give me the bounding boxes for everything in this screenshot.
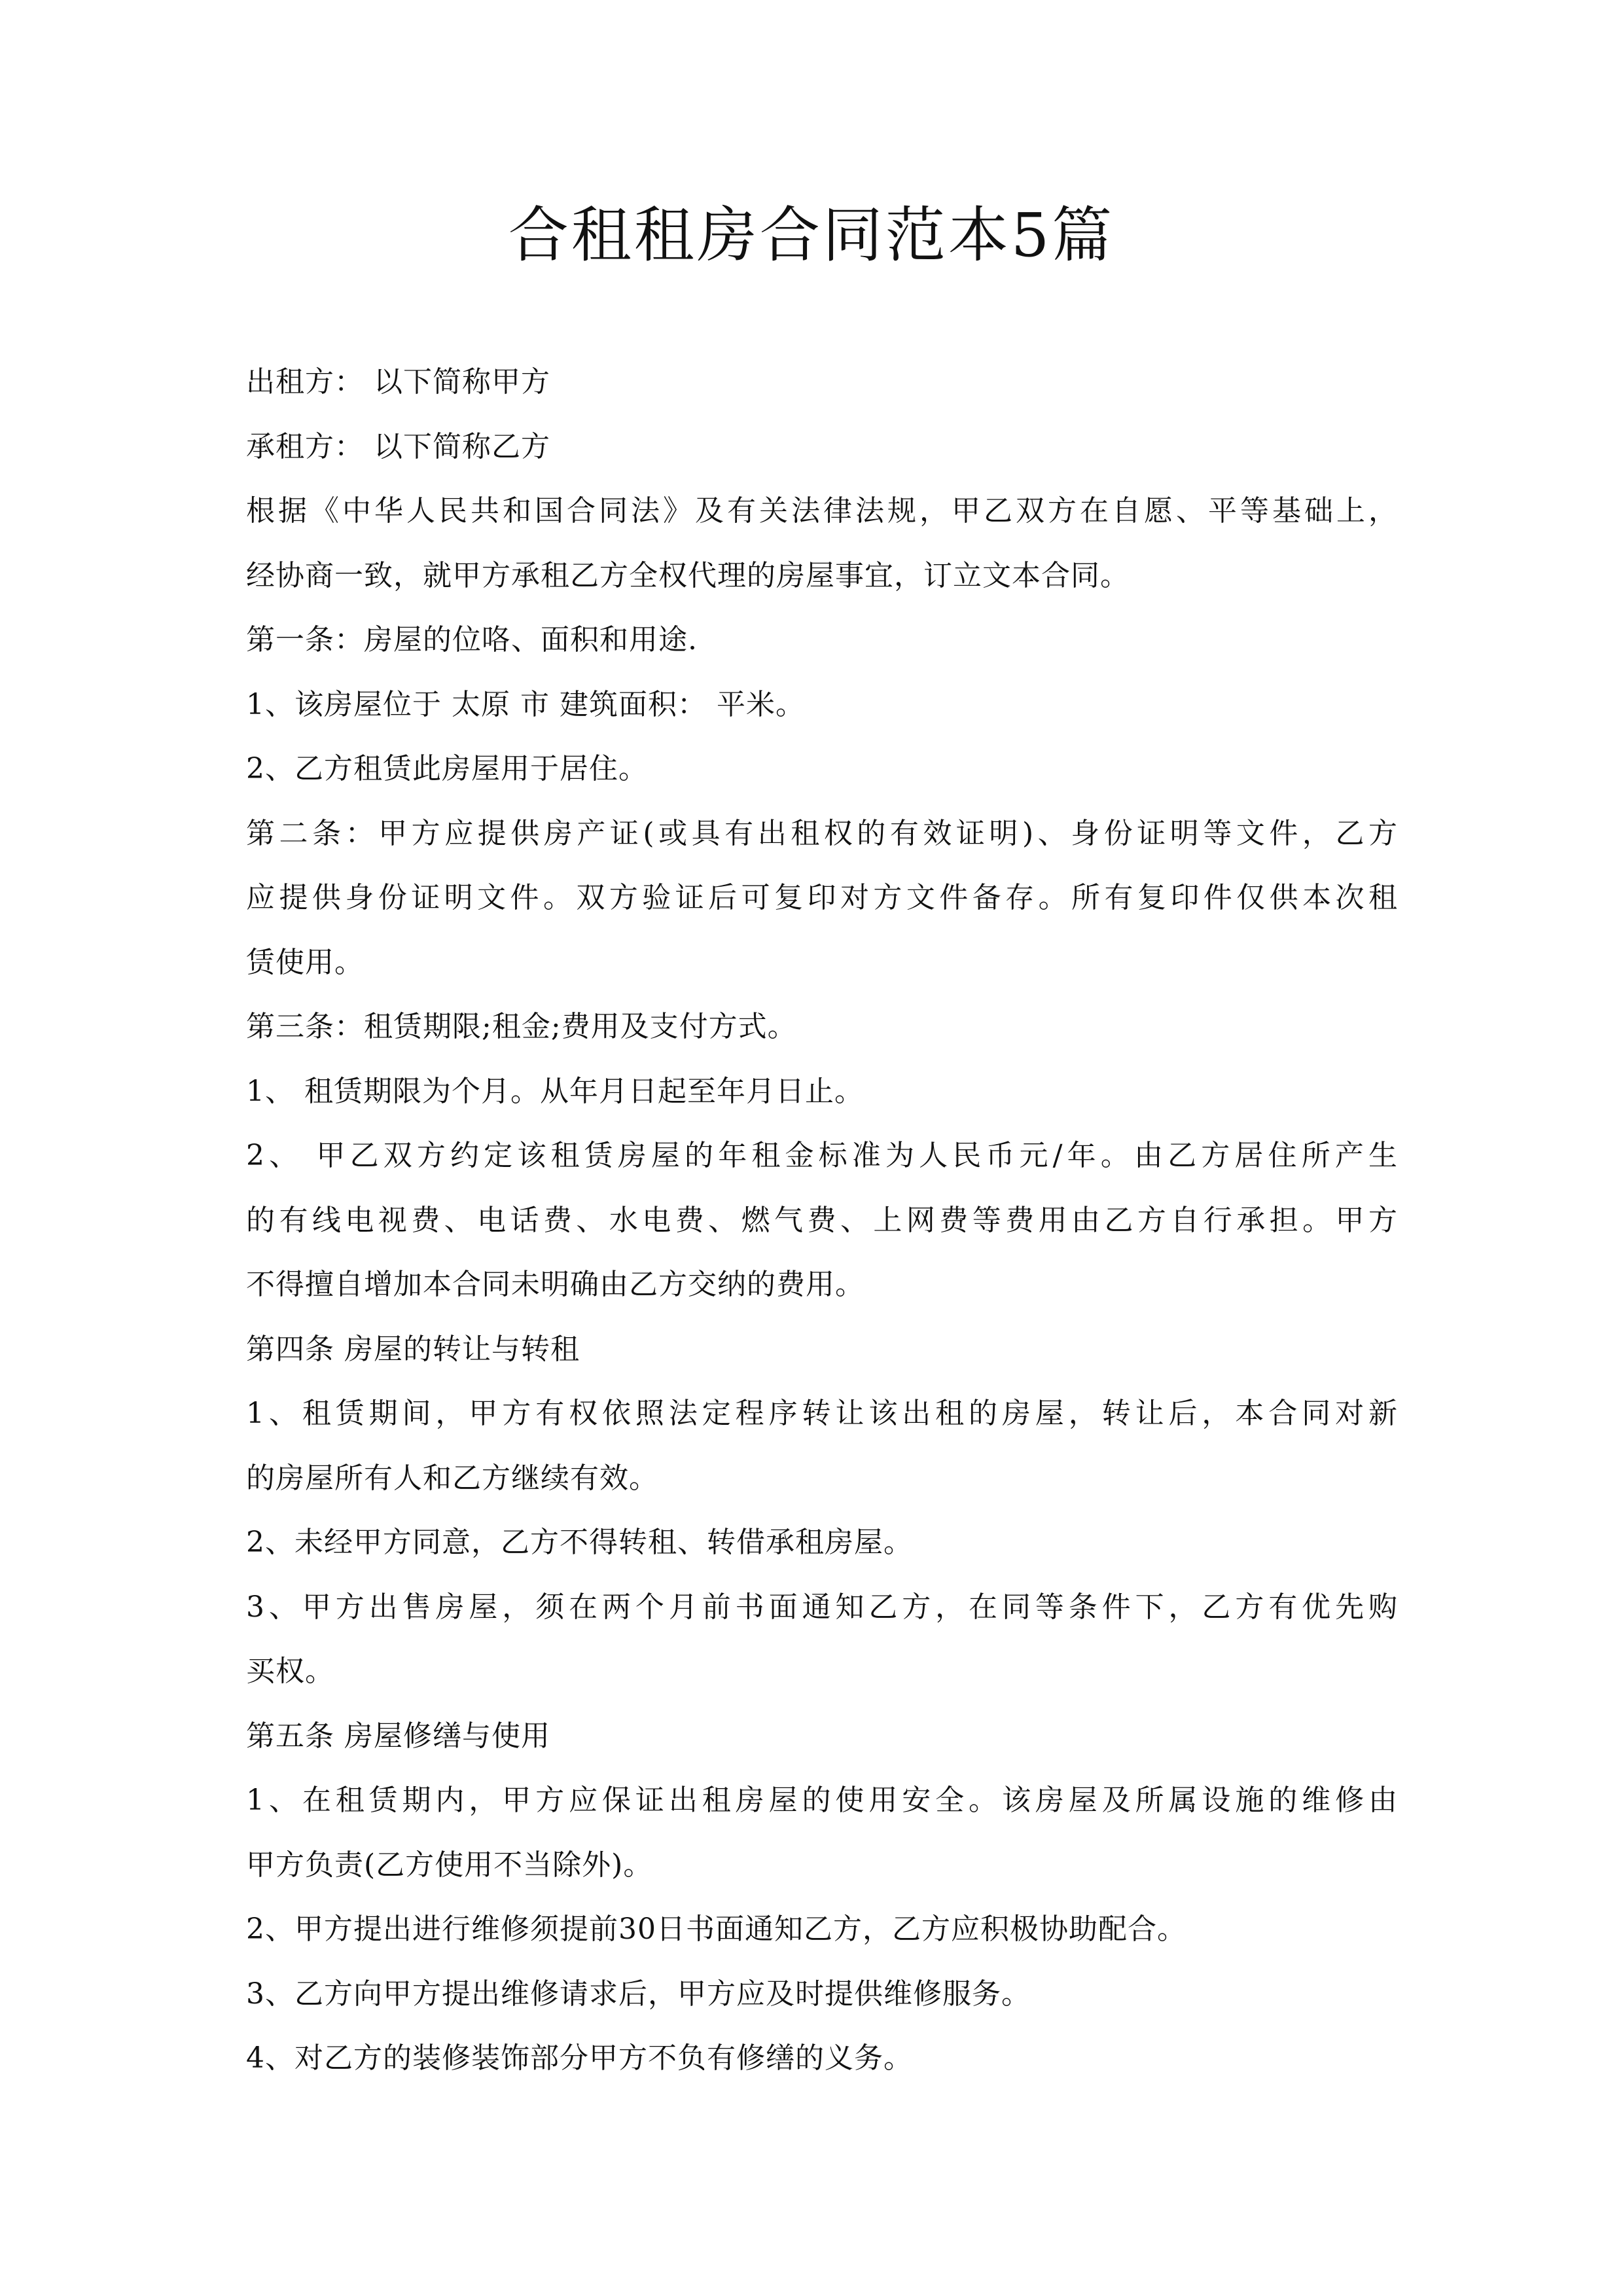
text-line: 2、甲方提出进行维修须提前30日书面通知乙方，乙方应积极协助配合。 (246, 1912, 1186, 1946)
text-line: 经协商一致，就甲方承租乙方全权代理的房屋事宜，订立文本合同。 (246, 558, 1130, 592)
text-line: 不得擅自增加本合同未明确由乙方交纳的费用。 (246, 1268, 865, 1301)
text-line: 赁使用。 (246, 945, 364, 979)
text-line: 1、在租赁期内，甲方应保证出租房屋的使用安全。该房屋及所属设施的维修由 (246, 1784, 1398, 1817)
text-line: 第四条 房屋的转让与转租 (246, 1332, 580, 1366)
text-line: 第二条：甲方应提供房产证(或具有出租权的有效证明)、身份证明等文件，乙方 (246, 816, 1398, 850)
document-title: 合租租房合同范本5篇 (508, 200, 1115, 270)
text-line: 4、对乙方的装修装饰部分甲方不负有修缮的义务。 (246, 2041, 913, 2075)
text-line: 1、该房屋位于 太原 市 建筑面积： 平米。 (246, 687, 805, 721)
text-line: 根据《中华人民共和国合同法》及有关法律法规，甲乙双方在自愿、平等基础上， (246, 494, 1398, 528)
text-line: 承租方： 以下简称乙方 (246, 429, 550, 463)
text-line: 应提供身份证明文件。双方验证后可复印对方文件备存。所有复印件仅供本次租 (246, 881, 1398, 914)
text-line: 的有线电视费、电话费、水电费、燃气费、上网费等费用由乙方自行承担。甲方 (246, 1203, 1398, 1237)
text-line: 甲方负责(乙方使用不当除外)。 (246, 1848, 653, 1882)
text-line: 的房屋所有人和乙方继续有效。 (246, 1461, 658, 1495)
text-line: 买权。 (246, 1655, 334, 1688)
text-line: 第五条 房屋修缮与使用 (246, 1719, 550, 1753)
text-line: 3、乙方向甲方提出维修请求后，甲方应及时提供维修服务。 (246, 1977, 1031, 2011)
text-line: 第三条：租赁期限;租金;费用及支付方式。 (246, 1010, 797, 1043)
text-line: 3、甲方出售房屋，须在两个月前书面通知乙方，在同等条件下，乙方有优先购 (246, 1590, 1398, 1624)
text-line: 1、 租赁期限为个月。从年月日起至年月日止。 (246, 1074, 864, 1108)
text-line: 2、 甲乙双方约定该租赁房屋的年租金标准为人民币元/年。由乙方居住所产生 (246, 1139, 1398, 1172)
text-line: 2、乙方租赁此房屋用于居住。 (246, 752, 648, 785)
text-line: 1、租赁期间，甲方有权依照法定程序转让该出租的房屋，转让后，本合同对新 (246, 1397, 1398, 1430)
text-line: 第一条：房屋的位咯、面积和用途. (246, 623, 698, 656)
text-line: 出租方： 以下简称甲方 (246, 365, 550, 399)
text-line: 2、未经甲方同意，乙方不得转租、转借承租房屋。 (246, 1526, 913, 1559)
document-body (246, 350, 1398, 2091)
